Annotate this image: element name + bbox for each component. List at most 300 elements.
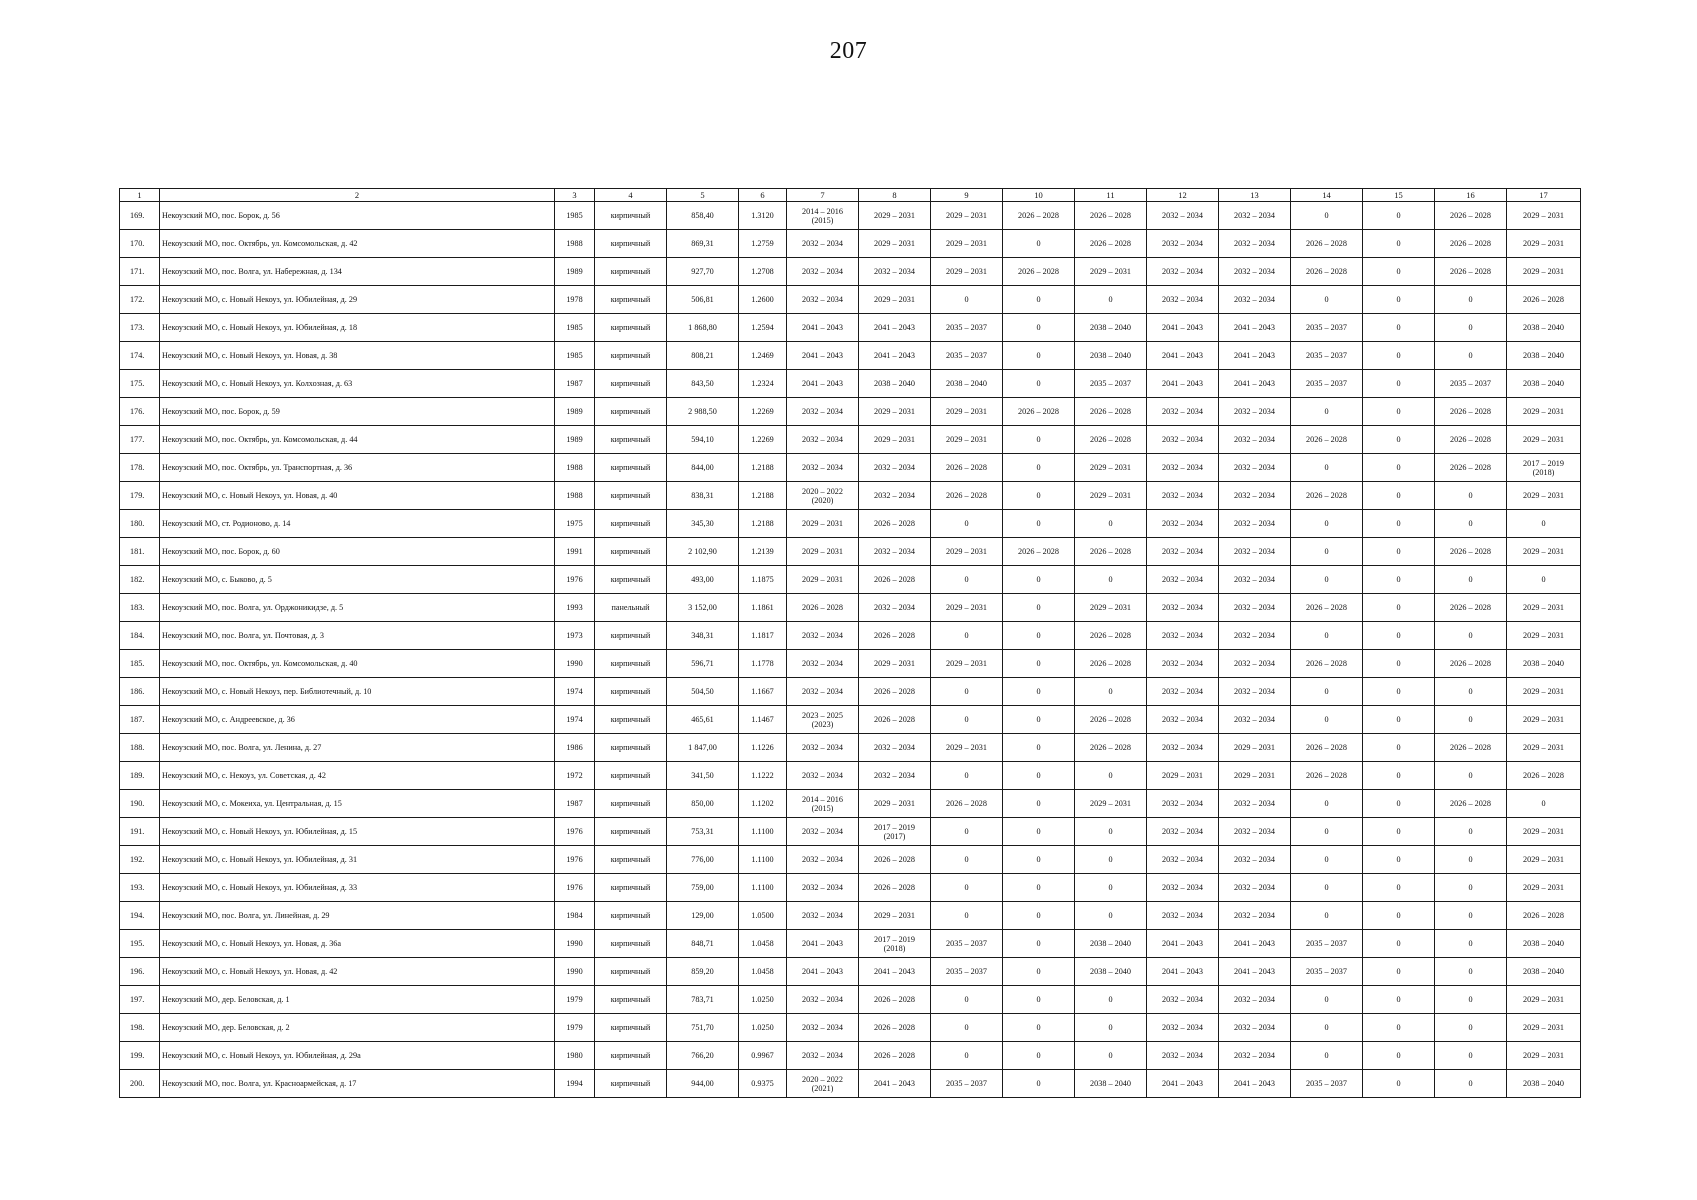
table-cell xyxy=(1075,1042,1147,1070)
cell-text: 2026 – 2028 xyxy=(1306,435,1347,444)
cell-text: 2026 – 2028 xyxy=(1306,267,1347,276)
cell-text: 2029 – 2031 xyxy=(1523,715,1564,724)
table-cell xyxy=(739,370,787,398)
cell-text: 0 xyxy=(1036,603,1041,612)
table-cell xyxy=(667,230,739,258)
row-index xyxy=(120,1070,160,1098)
cell-text: 2029 – 2031 xyxy=(1523,491,1564,500)
cell-text: Некоузский МО, пос. Октябрь, ул. Комсомольская, д. 40 xyxy=(162,659,358,668)
cell-text: 2029 – 2031 xyxy=(874,911,915,920)
cell-text: 2020 – 2022 (2020) xyxy=(802,486,843,505)
column-header: 5 xyxy=(667,189,739,202)
cell-text: 2029 – 2031 xyxy=(946,267,987,276)
cell-text: 0 xyxy=(1396,267,1401,276)
table-cell xyxy=(931,958,1003,986)
table-cell xyxy=(1435,258,1507,286)
cell-text: 1976 xyxy=(566,827,583,836)
table-cell xyxy=(595,482,667,510)
table-cell xyxy=(859,1070,931,1098)
table-cell xyxy=(1219,342,1291,370)
cell-text: 0 xyxy=(1324,211,1329,220)
cell-text: 170. xyxy=(130,239,145,248)
cell-text: 0 xyxy=(1324,295,1329,304)
table-cell xyxy=(1291,566,1363,594)
cell-text: 2032 – 2034 xyxy=(874,743,915,752)
table-cell xyxy=(1363,986,1435,1014)
table-cell xyxy=(555,930,595,958)
table-cell xyxy=(739,790,787,818)
cell-text: 2032 – 2034 xyxy=(1234,631,1275,640)
table-cell xyxy=(787,734,859,762)
cell-text: Некоузский МО, с. Новый Некоуз, пер. Библиотечный, д. 10 xyxy=(162,687,372,696)
cell-text: 2032 – 2034 xyxy=(1162,687,1203,696)
cell-text: 2026 – 2028 xyxy=(874,995,915,1004)
table-cell xyxy=(859,454,931,482)
cell-text: 751,70 xyxy=(691,1023,714,1032)
table-cell xyxy=(1435,314,1507,342)
table-cell xyxy=(1291,202,1363,230)
cell-text: 2014 – 2016 (2015) xyxy=(802,206,843,225)
cell-text: 2026 – 2028 xyxy=(1523,911,1564,920)
table-cell xyxy=(739,454,787,482)
row-index xyxy=(120,594,160,622)
table-cell xyxy=(1075,790,1147,818)
table-row xyxy=(120,398,1581,426)
table-cell xyxy=(1363,790,1435,818)
table-cell xyxy=(555,958,595,986)
table-cell xyxy=(1291,1042,1363,1070)
table-cell xyxy=(787,930,859,958)
cell-text: Некоузский МО, пос. Волга, ул. Набережная, д. 134 xyxy=(162,267,342,276)
table-cell xyxy=(1219,818,1291,846)
table-cell xyxy=(931,734,1003,762)
cell-text: 2032 – 2034 xyxy=(874,491,915,500)
cell-text: 2032 – 2034 xyxy=(1234,295,1275,304)
table-cell xyxy=(1507,706,1581,734)
table-cell xyxy=(1219,230,1291,258)
cell-text: 1.2269 xyxy=(751,435,774,444)
table-cell xyxy=(931,846,1003,874)
table-cell xyxy=(595,846,667,874)
table-cell xyxy=(739,678,787,706)
table-cell xyxy=(1507,958,1581,986)
cell-text: 181. xyxy=(130,547,145,556)
table-cell xyxy=(595,538,667,566)
table-cell xyxy=(1075,734,1147,762)
cell-text: 2032 – 2034 xyxy=(1234,659,1275,668)
table-cell xyxy=(667,706,739,734)
table-cell xyxy=(787,622,859,650)
cell-text: 2032 – 2034 xyxy=(1162,267,1203,276)
table-cell xyxy=(667,846,739,874)
cell-text: 838,31 xyxy=(691,491,714,500)
row-index xyxy=(120,930,160,958)
table-cell xyxy=(787,594,859,622)
row-index xyxy=(120,566,160,594)
cell-text: 2032 – 2034 xyxy=(874,547,915,556)
table-cell xyxy=(1075,678,1147,706)
table-cell xyxy=(739,706,787,734)
table-cell xyxy=(667,958,739,986)
table-cell xyxy=(555,734,595,762)
table-cell xyxy=(1147,538,1219,566)
cell-text: 2032 – 2034 xyxy=(802,659,843,668)
cell-text: 176. xyxy=(130,407,145,416)
address-cell xyxy=(160,930,555,958)
cell-text: 2029 – 2031 xyxy=(1523,267,1564,276)
cell-text: 2029 – 2031 xyxy=(946,547,987,556)
cell-text: 2020 – 2022 (2021) xyxy=(802,1074,843,1093)
table-cell xyxy=(1219,566,1291,594)
column-header: 1 xyxy=(120,189,160,202)
table-cell xyxy=(1003,426,1075,454)
cell-text: 2029 – 2031 xyxy=(1523,239,1564,248)
address-cell xyxy=(160,902,555,930)
cell-text: 2032 – 2034 xyxy=(1234,547,1275,556)
cell-text: 2038 – 2040 xyxy=(1523,939,1564,948)
table-cell xyxy=(787,398,859,426)
table-cell xyxy=(1363,286,1435,314)
cell-text: 2029 – 2031 xyxy=(946,743,987,752)
cell-text: кирпичный xyxy=(610,967,651,976)
table-cell xyxy=(595,622,667,650)
table-cell xyxy=(1435,286,1507,314)
address-cell xyxy=(160,230,555,258)
cell-text: 2029 – 2031 xyxy=(802,519,843,528)
table-cell xyxy=(1075,202,1147,230)
cell-text: 1 847,00 xyxy=(688,743,717,752)
cell-text: 2032 – 2034 xyxy=(1234,435,1275,444)
cell-text: Некоузский МО, с. Новый Некоуз, ул. Юбилейная, д. 29 xyxy=(162,295,358,304)
cell-text: 2026 – 2028 xyxy=(1090,407,1131,416)
table-cell xyxy=(787,706,859,734)
cell-text: 2 102,90 xyxy=(688,547,717,556)
table-row xyxy=(120,734,1581,762)
address-cell xyxy=(160,258,555,286)
cell-text: 188. xyxy=(130,743,145,752)
cell-text: 2032 – 2034 xyxy=(802,855,843,864)
cell-text: 1988 xyxy=(566,239,583,248)
table-cell xyxy=(667,370,739,398)
table-cell xyxy=(555,650,595,678)
table-cell xyxy=(1435,958,1507,986)
table-cell xyxy=(555,622,595,650)
table-cell xyxy=(1363,314,1435,342)
table-cell xyxy=(555,538,595,566)
table-cell xyxy=(1363,482,1435,510)
table-cell xyxy=(931,650,1003,678)
cell-text: 2029 – 2031 xyxy=(1523,407,1564,416)
cell-text: 2029 – 2031 xyxy=(874,211,915,220)
table-cell xyxy=(1219,1070,1291,1098)
cell-text: 2029 – 2031 xyxy=(874,407,915,416)
table-cell xyxy=(595,1014,667,1042)
table-cell xyxy=(859,930,931,958)
table-cell xyxy=(555,342,595,370)
cell-text: 0 xyxy=(1324,519,1329,528)
cell-text: 0 xyxy=(1396,911,1401,920)
cell-text: 2029 – 2031 xyxy=(1234,771,1275,780)
table-cell xyxy=(1363,734,1435,762)
table-cell xyxy=(1291,594,1363,622)
table-cell xyxy=(787,902,859,930)
table-cell xyxy=(931,426,1003,454)
table-cell xyxy=(1507,846,1581,874)
table-cell xyxy=(739,510,787,538)
cell-text: 1990 xyxy=(566,939,583,948)
table-cell xyxy=(739,958,787,986)
cell-text: 194. xyxy=(130,911,145,920)
row-index xyxy=(120,986,160,1014)
cell-text: кирпичный xyxy=(610,491,651,500)
cell-text: 1985 xyxy=(566,351,583,360)
table-cell xyxy=(555,706,595,734)
cell-text: 2041 – 2043 xyxy=(802,351,843,360)
cell-text: 2038 – 2040 xyxy=(1090,939,1131,948)
table-cell xyxy=(787,874,859,902)
table-cell xyxy=(595,650,667,678)
table-cell xyxy=(1147,986,1219,1014)
cell-text: 0 xyxy=(1324,1023,1329,1032)
cell-text: 2041 – 2043 xyxy=(802,967,843,976)
table-cell xyxy=(595,566,667,594)
cell-text: 2032 – 2034 xyxy=(1234,827,1275,836)
table-cell xyxy=(555,986,595,1014)
cell-text: 2041 – 2043 xyxy=(1162,1079,1203,1088)
cell-text: 2029 – 2031 xyxy=(1090,463,1131,472)
cell-text: 2038 – 2040 xyxy=(946,379,987,388)
table-cell xyxy=(1075,342,1147,370)
table-cell xyxy=(739,650,787,678)
cell-text: Некоузский МО, с. Новый Некоуз, ул. Юбилейная, д. 29а xyxy=(162,1051,361,1060)
cell-text: 2032 – 2034 xyxy=(1234,883,1275,892)
table-row xyxy=(120,286,1581,314)
table-row xyxy=(120,1014,1581,1042)
cell-text: 2032 – 2034 xyxy=(1162,883,1203,892)
table-cell xyxy=(1147,958,1219,986)
table-cell xyxy=(595,734,667,762)
table-cell xyxy=(859,538,931,566)
table-cell xyxy=(1435,930,1507,958)
cell-text: 0 xyxy=(1108,575,1113,584)
cell-text: 2041 – 2043 xyxy=(802,379,843,388)
cell-text: 2017 – 2019 (2017) xyxy=(874,822,915,841)
cell-text: 2032 – 2034 xyxy=(802,1051,843,1060)
cell-text: 0 xyxy=(1396,519,1401,528)
table-cell xyxy=(1363,650,1435,678)
cell-text: 2032 – 2034 xyxy=(1162,435,1203,444)
row-index xyxy=(120,902,160,930)
table-cell xyxy=(739,538,787,566)
cell-text: 2026 – 2028 xyxy=(1450,743,1491,752)
cell-text: 0 xyxy=(1108,995,1113,1004)
cell-text: 0 xyxy=(1396,603,1401,612)
cell-text: Некоузский МО, с. Новый Некоуз, ул. Юбилейная, д. 15 xyxy=(162,827,358,836)
cell-text: 2 988,50 xyxy=(688,407,717,416)
table-cell xyxy=(667,482,739,510)
table-cell xyxy=(1363,594,1435,622)
cell-text: 0 xyxy=(1396,1051,1401,1060)
table-cell xyxy=(1363,706,1435,734)
cell-text: 2041 – 2043 xyxy=(1234,323,1275,332)
table-cell xyxy=(1003,874,1075,902)
table-cell xyxy=(1507,566,1581,594)
cell-text: 0 xyxy=(1468,855,1473,864)
column-header: 7 xyxy=(787,189,859,202)
cell-text: кирпичный xyxy=(610,687,651,696)
table-cell xyxy=(595,958,667,986)
cell-text: 2032 – 2034 xyxy=(1162,1023,1203,1032)
cell-text: 187. xyxy=(130,715,145,724)
cell-text: 2041 – 2043 xyxy=(874,351,915,360)
cell-text: 2032 – 2034 xyxy=(1162,799,1203,808)
table-cell xyxy=(1219,650,1291,678)
table-cell xyxy=(787,482,859,510)
table-cell xyxy=(787,1014,859,1042)
cell-text: 927,70 xyxy=(691,267,714,276)
cell-text: Некоузский МО, пос. Борок, д. 59 xyxy=(162,407,280,416)
cell-text: 0 xyxy=(1036,855,1041,864)
table-cell xyxy=(859,594,931,622)
cell-text: 2026 – 2028 xyxy=(1306,603,1347,612)
table-cell xyxy=(859,314,931,342)
table-cell xyxy=(931,986,1003,1014)
cell-text: кирпичный xyxy=(610,407,651,416)
table-cell xyxy=(1003,650,1075,678)
table-cell xyxy=(595,706,667,734)
cell-text: 2032 – 2034 xyxy=(1234,407,1275,416)
cell-text: 2026 – 2028 xyxy=(874,687,915,696)
table-cell xyxy=(1003,398,1075,426)
table-cell xyxy=(1219,482,1291,510)
cell-text: 2029 – 2031 xyxy=(946,239,987,248)
table-row xyxy=(120,426,1581,454)
cell-text: 0 xyxy=(1036,967,1041,976)
cell-text: 1.2139 xyxy=(751,547,774,556)
table-cell xyxy=(1003,454,1075,482)
table-cell xyxy=(1003,1042,1075,1070)
table-cell xyxy=(1291,790,1363,818)
table-cell xyxy=(1363,230,1435,258)
table-cell xyxy=(1147,1042,1219,1070)
table-cell xyxy=(1219,1042,1291,1070)
table-cell xyxy=(931,258,1003,286)
table-cell xyxy=(1291,678,1363,706)
cell-text: 2032 – 2034 xyxy=(1234,995,1275,1004)
cell-text: 192. xyxy=(130,855,145,864)
table-cell xyxy=(1075,706,1147,734)
cell-text: кирпичный xyxy=(610,1023,651,1032)
cell-text: 0 xyxy=(1396,295,1401,304)
cell-text: 1973 xyxy=(566,631,583,640)
table-row xyxy=(120,202,1581,230)
cell-text: 2038 – 2040 xyxy=(1523,323,1564,332)
table-cell xyxy=(859,566,931,594)
address-cell xyxy=(160,818,555,846)
table-cell xyxy=(859,874,931,902)
table-cell xyxy=(595,930,667,958)
cell-text: кирпичный xyxy=(610,827,651,836)
table-cell xyxy=(1219,286,1291,314)
cell-text: 1987 xyxy=(566,799,583,808)
table-cell xyxy=(739,426,787,454)
table-cell xyxy=(1003,202,1075,230)
row-index xyxy=(120,482,160,510)
table-cell xyxy=(555,426,595,454)
cell-text: 2041 – 2043 xyxy=(1234,967,1275,976)
cell-text: 1 868,80 xyxy=(688,323,717,332)
cell-text: 1993 xyxy=(566,603,583,612)
table-cell xyxy=(667,202,739,230)
cell-text: 2032 – 2034 xyxy=(1162,519,1203,528)
cell-text: Некоузский МО, пос. Волга, ул. Ленина, д. 27 xyxy=(162,743,322,752)
cell-text: 2032 – 2034 xyxy=(1234,715,1275,724)
column-header: 2 xyxy=(160,189,555,202)
table-cell xyxy=(859,1014,931,1042)
cell-text: 2032 – 2034 xyxy=(1234,687,1275,696)
cell-text: 199. xyxy=(130,1051,145,1060)
cell-text: 2032 – 2034 xyxy=(874,267,915,276)
cell-text: 172. xyxy=(130,295,145,304)
cell-text: Некоузский МО, с. Новый Некоуз, ул. Новая, д. 38 xyxy=(162,351,338,360)
cell-text: 2041 – 2043 xyxy=(1234,1079,1275,1088)
page-number: 207 xyxy=(829,38,868,64)
table-cell xyxy=(859,958,931,986)
table-cell xyxy=(1363,678,1435,706)
cell-text: 2026 – 2028 xyxy=(1450,603,1491,612)
table-cell xyxy=(1003,594,1075,622)
table-cell xyxy=(595,370,667,398)
row-index xyxy=(120,230,160,258)
table-cell xyxy=(1075,986,1147,1014)
cell-text: Некоузский МО, дер. Беловская, д. 1 xyxy=(162,995,290,1004)
table-cell xyxy=(1003,230,1075,258)
table-cell xyxy=(1435,1070,1507,1098)
cell-text: 2026 – 2028 xyxy=(1306,743,1347,752)
table-row xyxy=(120,650,1581,678)
table-cell xyxy=(1291,314,1363,342)
header-row xyxy=(120,189,1581,202)
cell-text: 753,31 xyxy=(691,827,714,836)
table-cell xyxy=(787,258,859,286)
table-cell xyxy=(555,482,595,510)
cell-text: 0 xyxy=(1036,1023,1041,1032)
cell-text: Некоузский МО, пос. Волга, ул. Орджоникидзе, д. 5 xyxy=(162,603,344,612)
table-cell xyxy=(595,510,667,538)
cell-text: 2038 – 2040 xyxy=(1523,967,1564,976)
table-cell xyxy=(1507,286,1581,314)
table-cell xyxy=(739,1014,787,1042)
cell-text: 2026 – 2028 xyxy=(1018,267,1059,276)
cell-text: кирпичный xyxy=(610,295,651,304)
table-cell xyxy=(1147,286,1219,314)
cell-text: 178. xyxy=(130,463,145,472)
table-row xyxy=(120,902,1581,930)
cell-text: 0 xyxy=(1108,771,1113,780)
address-cell xyxy=(160,874,555,902)
address-cell xyxy=(160,566,555,594)
table-cell xyxy=(931,762,1003,790)
cell-text: 0 xyxy=(1036,911,1041,920)
table-cell xyxy=(1435,426,1507,454)
table-cell xyxy=(859,370,931,398)
table-cell xyxy=(859,650,931,678)
cell-text: 1.2594 xyxy=(751,323,774,332)
cell-text: 0 xyxy=(1396,239,1401,248)
address-cell xyxy=(160,1042,555,1070)
table-cell xyxy=(787,230,859,258)
address-cell xyxy=(160,734,555,762)
